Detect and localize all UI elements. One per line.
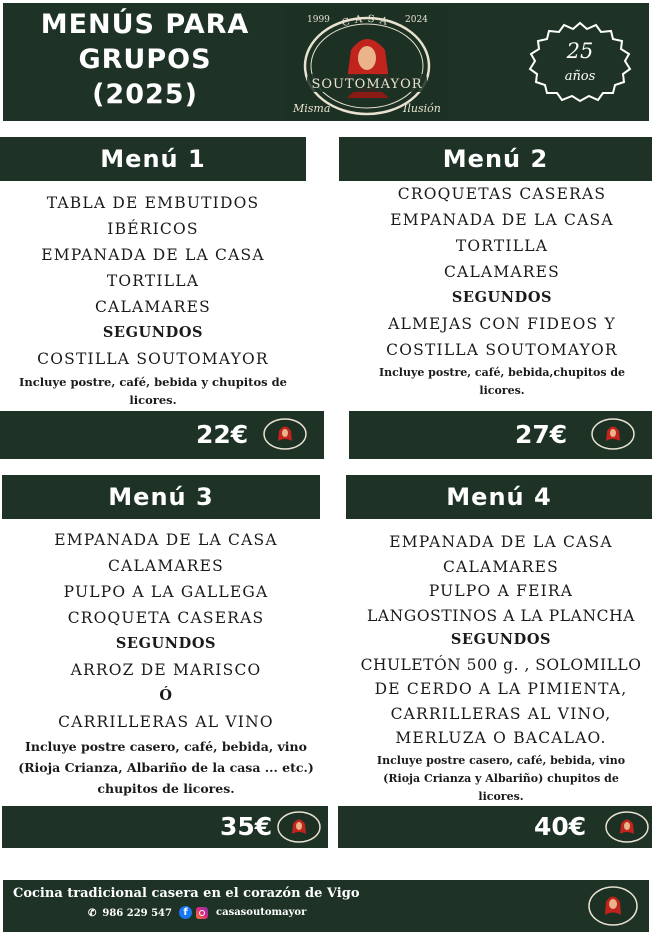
page-title <box>21 7 269 112</box>
menu-3-header: Menú 3 <box>2 475 320 519</box>
note-line: Incluye postre, café, bebida,chupitos de <box>378 366 626 379</box>
menu-section-label: SEGUNDOS <box>102 324 204 341</box>
note-line: licores. <box>478 789 524 803</box>
menu-3-price: 35€ <box>220 812 273 841</box>
title-line-3: (2025) <box>92 79 198 110</box>
phone-number: 986 229 547 <box>102 908 172 919</box>
menu-section-label: SEGUNDOS <box>451 289 553 306</box>
mini-logo-icon <box>590 417 636 451</box>
mini-logo-icon <box>262 417 308 451</box>
menu-item: CROQUETAS CASERAS <box>397 185 607 203</box>
menu-item: PULPO A FEIRA <box>428 582 574 600</box>
menu-item: EMPANADA DE LA CASA <box>41 246 265 264</box>
menu-4-note <box>346 752 652 806</box>
menu-1-price: 22€ <box>196 420 249 449</box>
social-handle: casasoutomayor <box>216 907 307 918</box>
instagram-icon[interactable] <box>196 907 208 919</box>
note-line: licores. <box>129 393 177 407</box>
menu-item: IBÉRICOS <box>107 220 199 238</box>
note-line: chupitos de licores. <box>97 781 235 796</box>
badge-number: 25 <box>566 39 594 63</box>
menu-item: MERLUZA O BACALAO. <box>395 729 607 747</box>
menu-item: ALMEJAS CON FIDEOS Y <box>388 315 616 333</box>
menu-4-items <box>346 530 652 806</box>
note-line: Incluye postre casero, café, bebida, vino <box>376 753 626 767</box>
menu-1-price-bar <box>0 411 324 459</box>
menu-1-header: Menú 1 <box>0 137 306 181</box>
menu-item: COSTILLA SOUTOMAYOR <box>37 350 269 368</box>
menu-item: EMPANADA DE LA CASA <box>54 531 278 549</box>
footer-tagline: Cocina tradicional casera en el corazón de Vigo <box>13 886 360 901</box>
menu-3-price-bar <box>2 806 328 848</box>
facebook-icon[interactable]: f <box>179 906 192 919</box>
note-line: Incluye postre casero, café, bebida, vino <box>25 739 307 754</box>
badge-word: años <box>564 69 596 84</box>
header-banner <box>3 3 649 121</box>
menu-2-items <box>346 181 652 400</box>
logo-year-right: 2024 <box>405 15 428 25</box>
footer-phone[interactable] <box>88 908 172 919</box>
logo-script-right: Ilusión <box>403 102 441 115</box>
menu-item: CROQUETA CASERAS <box>67 609 265 627</box>
menu-item: DE CERDO A LA PIMIENTA, <box>374 680 628 698</box>
phone-icon: ✆ <box>88 908 97 919</box>
footer <box>3 880 649 932</box>
menu-1-items <box>0 190 306 409</box>
restaurant-logo <box>285 6 449 120</box>
menu-section-label: SEGUNDOS <box>450 631 552 648</box>
mini-logo-icon <box>276 810 322 844</box>
note-line: (Rioja Crianza y Albariño) chupitos de <box>383 771 619 785</box>
logo-brand-name: SOUTOMAYOR <box>311 77 423 92</box>
note-line: (Rioja Crianza, Albariño de la casa ... etc.) <box>18 760 314 775</box>
note-line: licores. <box>479 384 525 397</box>
menu-item: ARROZ DE MARISCO <box>70 661 262 679</box>
menu-item: PULPO A LA GALLEGA <box>63 583 269 601</box>
anniversary-badge <box>527 19 633 105</box>
menu-item: CALAMARES <box>442 557 559 576</box>
menu-item: CALAMARES <box>443 263 560 281</box>
menu-item: TABLA DE EMBUTIDOS <box>46 194 260 212</box>
mini-logo-icon <box>604 810 650 844</box>
menu-2-price: 27€ <box>515 420 568 449</box>
note-line: Incluye postre, café, bebida y chupitos de <box>19 375 287 389</box>
menu-item: TORTILLA <box>106 272 200 290</box>
logo-year-left: 1999 <box>307 15 330 25</box>
menu-1-note <box>0 373 306 409</box>
title-line-1: MENÚS PARA <box>40 9 250 40</box>
menu-item: CARRILLERAS AL VINO, <box>390 704 612 723</box>
footer-social[interactable] <box>179 906 306 919</box>
menu-4-price-bar <box>338 806 652 848</box>
title-line-2: GRUPOS <box>78 44 212 75</box>
logo-script-left: Misma <box>293 102 331 115</box>
menu-section-label: Ó <box>159 687 173 704</box>
menu-section-label: SEGUNDOS <box>115 635 217 652</box>
menu-item: CHULETÓN 500 g. , SOLOMILLO <box>360 655 642 674</box>
menu-item: CALAMARES <box>94 298 211 316</box>
menu-4-header: Menú 4 <box>346 475 652 519</box>
menu-item: COSTILLA SOUTOMAYOR <box>386 341 618 359</box>
menu-item: LANGOSTINOS A LA PLANCHA <box>366 606 635 625</box>
menu-2-price-bar <box>349 411 652 459</box>
menu-item: EMPANADA DE LA CASA <box>389 533 613 551</box>
menu-3-note <box>0 736 332 799</box>
menu-4-price: 40€ <box>534 812 587 841</box>
menu-item: CARRILLERAS AL VINO <box>58 713 274 731</box>
menu-item: TORTILLA <box>455 237 549 255</box>
menu-item: CALAMARES <box>107 557 224 575</box>
logo-brand-top: CASA <box>340 13 394 30</box>
menu-item: EMPANADA DE LA CASA <box>390 211 614 229</box>
footer-logo-icon <box>587 884 639 928</box>
menu-2-note <box>346 364 652 400</box>
menu-3-items <box>0 527 332 799</box>
menu-2-header: Menú 2 <box>339 137 652 181</box>
